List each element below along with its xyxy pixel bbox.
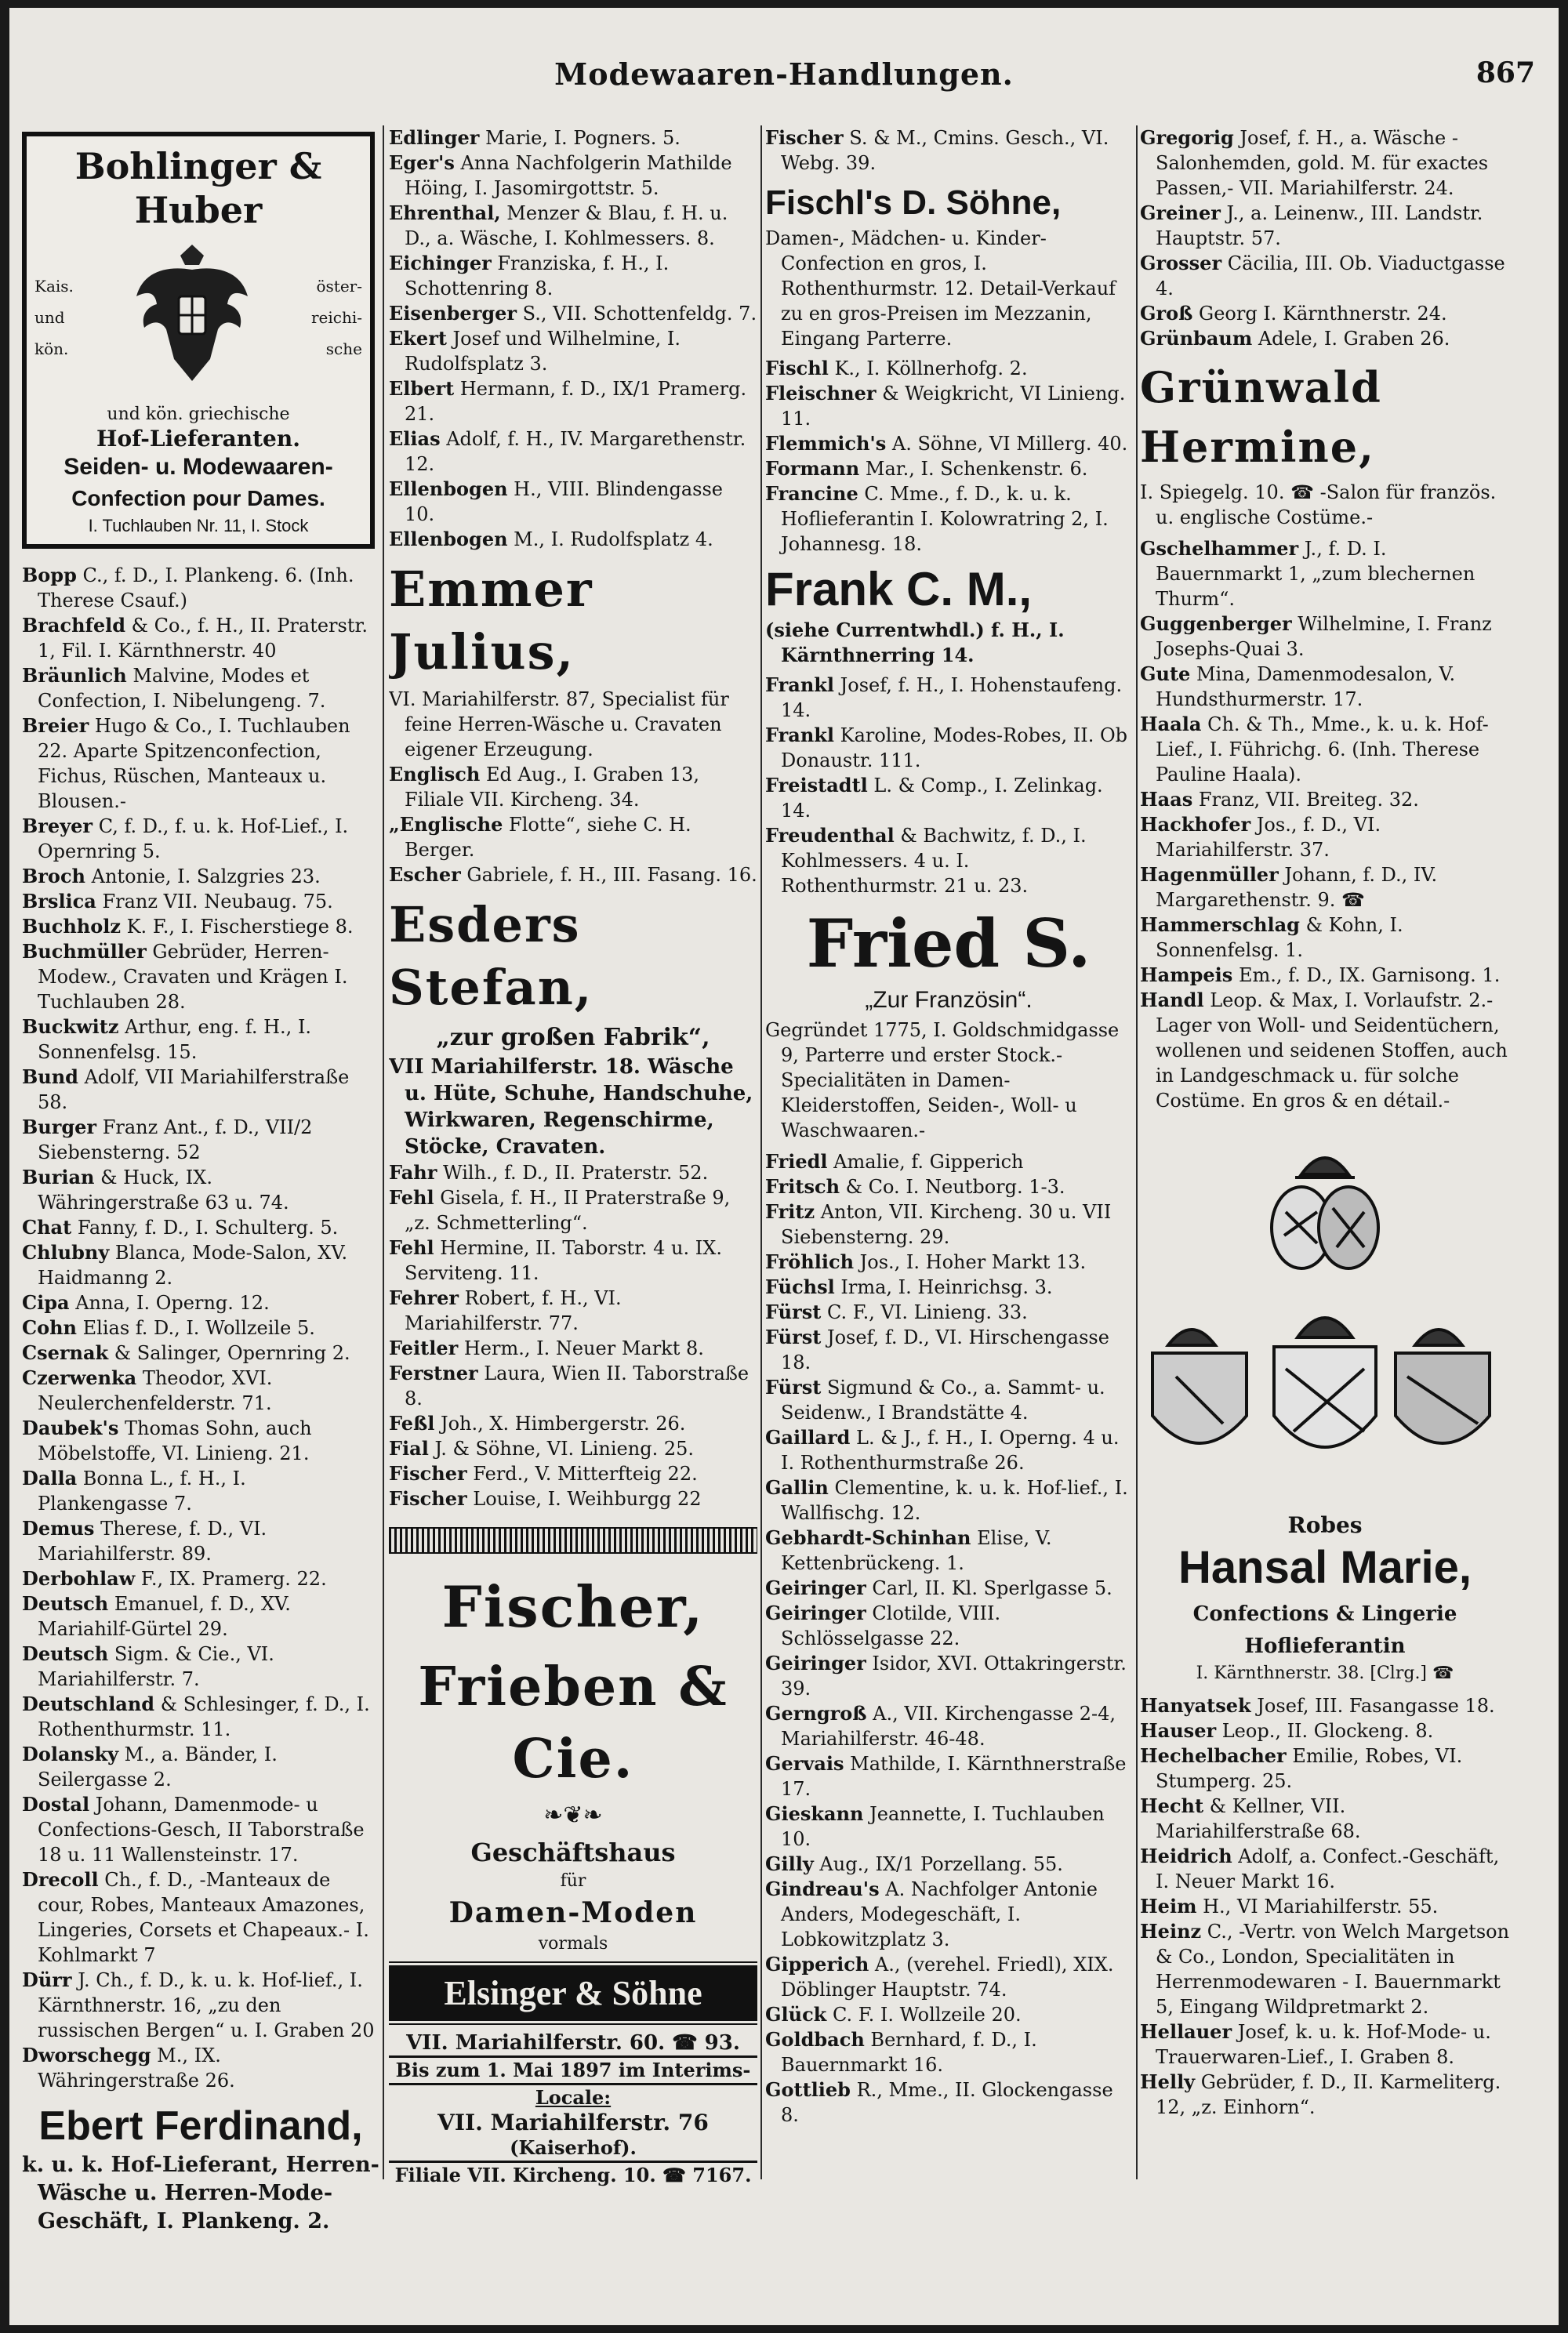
directory-entry: Edlinger Marie, I. Pogners. 5.: [389, 126, 681, 149]
directory-entry: Greiner J., a. Leinenw., III. Landstr. Hauptstr. 57.: [1140, 201, 1483, 249]
imperial-eagle-icon: [133, 241, 251, 394]
ad-bohlinger-right-1: öster-: [316, 277, 362, 296]
ad-fischer-line-7: VII. Mariahilferstr. 60. ☎ 93.: [406, 2031, 740, 2055]
directory-entry: Dalla Bonna L., f. H., I. Plankengasse 7.: [22, 1467, 246, 1515]
ad-bohlinger-line-4: Confection pour Dames.: [71, 486, 325, 510]
directory-entry: Elias Adolf, f. H., IV. Margarethenstr. 12.: [389, 427, 746, 475]
directory-entry: Gilly Aug., IX/1 Porzellang. 55.: [765, 1852, 1063, 1875]
directory-entry: Freudenthal & Bachwitz, f. D., I. Kohlmessers. 4 u. I. Rothenthurmstr. 21 u. 23.: [765, 824, 1087, 897]
ad-bohlinger-line-2: Hof-Lieferanten.: [96, 426, 300, 452]
directory-entry: Geiringer Carl, II. Kl. Sperlgasse 5.: [765, 1576, 1112, 1599]
ad-hansal-line-1: Confections & Lingerie: [1192, 1602, 1457, 1626]
directory-entry: Gervais Mathilde, I. Kärnthnerstraße 17.: [765, 1752, 1127, 1800]
ad-esders-slogan: „zur großen Fabrik“,: [436, 1024, 710, 1051]
directory-entry: Frankl Karoline, Modes-Robes, II. Ob Donaustr. 111.: [765, 724, 1128, 771]
directory-entry: Deutsch Emanuel, f. D., XV. Mariahilf-Gürtel 29.: [22, 1592, 291, 1640]
ad-gruenwald-name: Grünwald Hermine,: [1140, 362, 1382, 472]
directory-entry: Fischer Louise, I. Weihburgg 22: [389, 1487, 702, 1510]
directory-entry: Chlubny Blanca, Mode-Salon, XV. Haidmanng 2.: [22, 1241, 348, 1289]
directory-entry: Derbohlaw F., IX. Pramerg. 22.: [22, 1567, 327, 1590]
directory-entry: Glück C. F. I. Wollzeile 20.: [765, 2003, 1022, 2026]
ad-frank-name: Frank C. M.,: [765, 563, 1033, 615]
directory-entry: Bund Adolf, VII Mariahilferstraße 58.: [22, 1065, 350, 1113]
directory-entry: Haas Franz, VII. Breiteg. 32.: [1140, 788, 1419, 811]
directory-entry: Freistadtl L. & Comp., I. Zelinkag. 14.: [765, 774, 1103, 822]
column-4: [1140, 125, 1510, 2320]
entry-list: [1140, 536, 1510, 1113]
column-rule: [1136, 125, 1138, 2179]
ad-bohlinger-line-5: I. Tuchlauben Nr. 11, I. Stock: [88, 516, 309, 535]
directory-entry: Hackhofer Jos., f. D., VI. Mariahilferstr. 37.: [1140, 813, 1381, 861]
directory-entry: Bopp C., f. D., I. Plankeng. 6. (Inh. Therese Csauf.): [22, 564, 354, 611]
directory-entry: Hechelbacher Emilie, Robes, VI. Stumperg. 25.: [1140, 1744, 1463, 1792]
directory-entry: Friedl Amalie, f. Gipperich: [765, 1150, 1024, 1173]
directory-entry: Cipa Anna, I. Operng. 12.: [22, 1291, 270, 1314]
directory-entry: Feßl Joh., X. Himbergerstr. 26.: [389, 1412, 686, 1435]
entry-list: [389, 125, 757, 552]
ad-emmer-name: Emmer Julius,: [389, 561, 593, 680]
directory-entry: Grünbaum Adele, I. Graben 26.: [1140, 327, 1450, 350]
directory-entry: Dworschegg M., IX. Währingerstraße 26.: [22, 2044, 235, 2092]
ad-fischer-line-12: Filiale VII. Kircheng. 10. ☎ 7167.: [389, 2161, 757, 2188]
directory-entry: Fischer S. & M., Cmins. Gesch., VI. Webg. 39.: [765, 126, 1109, 174]
ad-ebert-name: Ebert Ferdinand,: [38, 2103, 363, 2149]
directory-entry: Feitler Herm., I. Neuer Markt 8.: [389, 1337, 704, 1359]
directory-entry: Buckwitz Arthur, eng. f. H., I. Sonnenfelsg. 15.: [22, 1015, 312, 1063]
ad-ebert: [22, 2101, 379, 2236]
directory-entry: Ehrenthal, Menzer & Blau, f. H. u. D., a. Wäsche, I. Kohlmessers. 8.: [389, 201, 728, 249]
directory-entry: Geiringer Clotilde, VIII. Schlösselgasse 22.: [765, 1602, 1001, 1649]
ad-gruenwald-desc: I. Spiegelg. 10. ☎ -Salon für französ. u. englische Costüme.-: [1140, 481, 1497, 528]
directory-entry: Grosser Cäcilia, III. Ob. Viaductgasse 4.: [1140, 252, 1505, 299]
ad-bohlinger-left-3: kön.: [34, 339, 69, 358]
ad-hansal-name: Hansal Marie,: [1178, 1542, 1472, 1593]
directory-entry: Dürr J. Ch., f. D., k. u. k. Hof-lief., I. Kärnthnerstr. 16, „zu den russischen Bergen“ u. I. Graben 20: [22, 1968, 375, 2041]
directory-entry: Fürst Josef, f. D., VI. Hirschengasse 18.: [765, 1326, 1109, 1373]
directory-entry: Fürst Sigmund & Co., a. Sammt- u. Seidenw., I Brandstätte 4.: [765, 1376, 1105, 1424]
directory-entry: Fürst C. F., VI. Linieng. 33.: [765, 1301, 1028, 1323]
ad-bohlinger-left-1: Kais.: [34, 277, 74, 296]
ad-fischer-line-8: Bis zum 1. Mai 1897 im Interims-: [389, 2055, 757, 2085]
ad-hansal-label: Robes: [1287, 1512, 1363, 1538]
column-2: [389, 125, 757, 2320]
directory-entry: Hauser Leop., II. Glockeng. 8.: [1140, 1719, 1434, 1742]
ad-fischer-line-4: für: [560, 1871, 586, 1891]
ad-fischer-line-3: Geschäftshaus: [470, 1838, 676, 1867]
directory-entry: Brslica Franz VII. Neubaug. 75.: [22, 890, 333, 913]
directory-entry: Deutschland & Schlesinger, f. D., I. Rothenthurmstr. 11.: [22, 1693, 370, 1740]
directory-entry: Demus Therese, f. D., VI. Mariahilferstr. 89.: [22, 1517, 267, 1565]
directory-entry: Gieskann Jeannette, I. Tuchlauben 10.: [765, 1802, 1105, 1850]
directory-entry: Formann Mar., I. Schenkenstr. 6.: [765, 457, 1088, 480]
ad-hansal: [1140, 1513, 1510, 1685]
directory-entry: Fritz Anton, VII. Kircheng. 30 u. VII Siebensterng. 29.: [765, 1200, 1112, 1248]
directory-entry: Hecht & Kellner, VII. Mariahilferstraße 68.: [1140, 1794, 1361, 1842]
directory-entry: Daubek's Thomas Sohn, auch Möbelstoffe, VI. Linieng. 21.: [22, 1417, 312, 1464]
directory-entry: Cohn Elias f. D., I. Wollzeile 5.: [22, 1316, 315, 1339]
ad-fischl: [765, 180, 1132, 351]
ad-fischer-line-2: Frieben & Cie.: [418, 1656, 728, 1791]
directory-entry: Geiringer Isidor, XVI. Ottakringerstr. 39.: [765, 1652, 1127, 1700]
directory-entry: „Englische Flotte“, siehe C. H. Berger.: [389, 813, 691, 861]
page-number: 867: [1475, 56, 1535, 89]
ad-hansal-line-2: Hoflieferantin: [1244, 1635, 1406, 1658]
directory-entry: Burian & Huck, IX. Währingerstraße 63 u. 74.: [22, 1166, 289, 1214]
royal-coats-of-arms-icon: [1140, 1298, 1510, 1482]
ad-fischer-line-1: Fischer,: [441, 1573, 705, 1640]
entry-list: [765, 1149, 1132, 2128]
running-title: Modewaaren-Handlungen.: [554, 56, 1014, 92]
entry-list: [1140, 1693, 1510, 2120]
directory-entry: Gerngroß A., VII. Kirchengasse 2-4, Mariahilferstr. 46-48.: [765, 1702, 1116, 1750]
directory-entry: Hampeis Em., f. D., IX. Garnisong. 1.: [1140, 963, 1501, 986]
entry-list: [1140, 125, 1510, 351]
directory-page: [9, 8, 1559, 2325]
directory-entry: Handl Leop. & Max, I. Vorlaufstr. 2.-Lager von Woll- und Seidentüchern, wollenen und seidenen Stoffen, auch in Landgeschmack u. für solche Costüme. En gros & en détail.-: [1140, 989, 1508, 1112]
directory-entry: Dolansky M., a. Bänder, I. Seilergasse 2.: [22, 1743, 278, 1791]
directory-entry: Gute Mina, Damenmodesalon, V. Hundsthurmerstr. 17.: [1140, 662, 1456, 710]
directory-entry: Elbert Hermann, f. D., IX/1 Pramerg. 21.: [389, 377, 747, 425]
ad-fried-name: Fried S.: [806, 905, 1091, 982]
directory-entry: Broch Antonie, I. Salzgries 23.: [22, 865, 321, 887]
decorative-rule: [389, 1527, 757, 1554]
ad-fischer-line-11: (Kaiserhof).: [510, 2136, 637, 2159]
entry-list: [765, 673, 1132, 898]
entry-list: [765, 356, 1132, 557]
directory-entry: Fischer Ferd., V. Mitterfteig 22.: [389, 1462, 698, 1485]
directory-entry: Fehl Gisela, f. H., II Praterstraße 9, „z. Schmetterling“.: [389, 1186, 731, 1234]
ad-fried: [765, 905, 1132, 1143]
directory-entry: Heinz C., -Vertr. von Welch Margetson & Co., London, Specialitäten in Herrenmodewaren - I. Bauernmarkt 5, Eingang Wildpretmarkt 2.: [1140, 1920, 1510, 2018]
directory-entry: Fröhlich Jos., I. Hoher Markt 13.: [765, 1250, 1087, 1273]
ad-emmer-desc: VI. Mariahilferstr. 87, Specialist für feine Herren-Wäsche u. Cravaten eigener Erzeugung.: [389, 688, 729, 760]
directory-entry: Guggenberger Wilhelmine, I. Franz Josephs-Quai 3.: [1140, 612, 1492, 660]
ornament-icon: ❧❦❧: [543, 1801, 603, 1829]
ad-bohlinger-name: Bohlinger & Huber: [74, 145, 322, 231]
directory-entry: Dostal Johann, Damenmode- u Confections-Gesch, II Taborstraße 18 u. 11 Wallensteinstr. 17.: [22, 1793, 365, 1866]
column-rule: [760, 125, 762, 2179]
ad-fried-slogan: „Zur Französin“.: [865, 987, 1033, 1013]
ad-bohlinger-right-2: reichi-: [310, 308, 362, 327]
directory-entry: Escher Gabriele, f. H., III. Fasang. 16.: [389, 863, 757, 886]
column-3: [765, 125, 1132, 2320]
ad-bohlinger-huber: [22, 132, 375, 549]
directory-entry: Chat Fanny, f. D., I. Schulterg. 5.: [22, 1216, 339, 1239]
directory-entry: Fleischner & Weigkricht, VI Linieng. 11.: [765, 382, 1126, 430]
directory-entry: Hammerschlag & Kohn, I. Sonnenfelsg. 1.: [1140, 913, 1403, 961]
directory-entry: Fehrer Robert, f. H., VI. Mariahilferstr. 77.: [389, 1286, 622, 1334]
directory-entry: Gregorig Josef, f. H., a. Wäsche -Salonhemden, gold. M. für exactes Passen,- VII. Mariahilferstr. 24.: [1140, 126, 1489, 199]
directory-entry: Ferstner Laura, Wien II. Taborstraße 8.: [389, 1362, 750, 1410]
directory-entry: Deutsch Sigm. & Cie., VI. Mariahilferstr. 7.: [22, 1642, 274, 1690]
directory-entry: Gottlieb R., Mme., II. Glockengasse 8.: [765, 2078, 1113, 2126]
directory-entry: Brachfeld & Co., f. H., II. Praterstr. 1, Fil. I. Kärnthnerstr. 40: [22, 614, 368, 662]
ad-fried-desc: Gegründet 1775, I. Goldschmidgasse 9, Parterre und erster Stock.-Specialitäten in Damen-Kleiderstoffen, Seiden-, Woll- u Waschwaaren.-: [765, 1019, 1120, 1141]
ad-fischl-desc: Damen-, Mädchen- u. Kinder-Confection en gros, I. Rothenthurmstr. 12. Detail-Verkauf zu en gros-Preisen im Mezzanin, Eingang Parterre.: [765, 227, 1116, 350]
ad-esders: [389, 894, 757, 1160]
directory-entry: Buchmüller Gebrüder, Herren-Modew., Cravaten und Krägen I. Tuchlauben 28.: [22, 940, 348, 1013]
ad-bohlinger-left-2: und: [34, 308, 65, 327]
directory-entry: Eichinger Franziska, f. H., I. Schottenring 8.: [389, 252, 670, 299]
directory-entry: Flemmich's A. Söhne, VI Millerg. 40.: [765, 432, 1128, 455]
column-1: [22, 125, 379, 2320]
entry-list: [389, 762, 757, 887]
directory-entry: Heim H., VI Mariahilferstr. 55.: [1140, 1895, 1439, 1918]
ad-fischer-band: Elsinger & Söhne: [389, 1965, 757, 2021]
directory-entry: Heidrich Adolf, a. Confect.-Geschäft, I. Neuer Markt 16.: [1140, 1845, 1500, 1892]
directory-entry: Fehl Hermine, II. Taborstr. 4 u. IX. Serviteng. 11.: [389, 1236, 722, 1284]
ad-hansal-line-3: I. Kärnthnerstr. 38. [Clrg.] ☎: [1196, 1664, 1454, 1683]
ad-fischer-line-9: Locale:: [535, 2086, 612, 2109]
ad-bohlinger-line-3: Seiden- u. Modewaaren-: [64, 454, 333, 480]
directory-entry: Eisenberger S., VII. Schottenfeldg. 7.: [389, 302, 757, 325]
directory-entry: Breier Hugo & Co., I. Tuchlauben 22. Aparte Spitzenconfection, Fichus, Rüschen, Manteaux u. Blousen.-: [22, 714, 350, 812]
directory-entry: Fischl K., I. Köllnerhofg. 2.: [765, 357, 1028, 379]
directory-entry: Gallin Clementine, k. u. k. Hof-lief., I. Wallfischg. 12.: [765, 1476, 1128, 1524]
directory-entry: Buchholz K. F., I. Fischerstiege 8.: [22, 915, 354, 938]
directory-entry: Gschelhammer J., f. D. I. Bauernmarkt 1, „zum blechernen Thurm“.: [1140, 537, 1475, 610]
directory-entry: Goldbach Bernhard, f. D., I. Bauernmarkt 16.: [765, 2028, 1037, 2076]
ad-fischl-name: Fischl's D. Söhne,: [765, 183, 1062, 222]
directory-entry: Csernak & Salinger, Opernring 2.: [22, 1341, 350, 1364]
column-rule: [383, 125, 384, 2179]
crowned-shields-icon: [1140, 1134, 1510, 1286]
entry-list: [22, 563, 379, 2093]
directory-entry: Gaillard L. & J., f. H., I. Operng. 4 u. I. Rothenthurmstraße 26.: [765, 1426, 1120, 1474]
directory-entry: Ellenbogen M., I. Rudolfsplatz 4.: [389, 528, 713, 550]
directory-entry: Fritsch & Co. I. Neutborg. 1-3.: [765, 1175, 1065, 1198]
directory-entry: Bräunlich Malvine, Modes et Confection, I. Nibelungeng. 7.: [22, 664, 326, 712]
ad-bohlinger-right-3: sche: [325, 339, 362, 358]
ad-bohlinger-line-1: und kön. griechische: [107, 405, 290, 424]
directory-entry: Francine C. Mme., f. D., k. u. k. Hoflieferantin I. Kolowratring 2, I. Johannesg. 18.: [765, 482, 1109, 555]
directory-entry: Englisch Ed Aug., I. Graben 13, Filiale VII. Kircheng. 34.: [389, 763, 700, 811]
entry-list: [765, 125, 1132, 176]
ad-fischer-line-6: vormals: [538, 1934, 608, 1954]
directory-entry: Gebhardt-Schinhan Elise, V. Kettenbrückeng. 1.: [765, 1526, 1052, 1574]
ad-esders-name: Esders Stefan,: [389, 896, 593, 1016]
directory-entry: Gindreau's A. Nachfolger Antonie Anders, Modegeschäft, I. Lobkowitzplatz 3.: [765, 1878, 1098, 1950]
directory-entry: Gipperich A., (verehel. Friedl), XIX. Döblinger Hauptstr. 74.: [765, 1953, 1114, 2001]
ad-fischer-line-10: VII. Mariahilferstr. 76: [437, 2110, 709, 2135]
directory-entry: Hanyatsek Josef, III. Fasangasse 18.: [1140, 1694, 1495, 1717]
directory-entry: Helly Gebrüder, f. D., II. Karmeliterg. 12, „z. Einhorn“.: [1140, 2070, 1501, 2118]
directory-entry: Hellauer Josef, k. u. k. Hof-Mode- u. Trauerwaren-Lief., I. Graben 8.: [1140, 2020, 1491, 2068]
directory-entry: Burger Franz Ant., f. D., VII/2 Siebensterng. 52: [22, 1116, 313, 1163]
directory-entry: Fahr Wilh., f. D., II. Praterstr. 52.: [389, 1161, 709, 1184]
ad-frank-desc: (siehe Currentwhdl.) f. H., I. Kärnthnerring 14.: [765, 619, 1065, 666]
entry-list: [389, 1160, 757, 1511]
directory-entry: Groß Georg I. Kärnthnerstr. 24.: [1140, 302, 1447, 325]
ad-frank: [765, 561, 1132, 668]
directory-entry: Eger's Anna Nachfolgerin Mathilde Höing, I. Jasomirgottstr. 5.: [389, 151, 732, 199]
directory-entry: Ekert Josef und Wilhelmine, I. Rudolfsplatz 3.: [389, 327, 681, 375]
directory-entry: Drecoll Ch., f. D., -Manteaux de cour, Robes, Manteaux Amazones, Lingeries, Corsets et Chapeaux.- I. Kohlmarkt 7: [22, 1868, 369, 1966]
ad-emmer: [389, 558, 757, 762]
directory-entry: Czerwenka Theodor, XVI. Neulerchenfelderstr. 71.: [22, 1366, 273, 1414]
directory-entry: Ellenbogen H., VIII. Blindengasse 10.: [389, 477, 723, 525]
ad-fischer-line-5: Damen-Moden: [448, 1896, 698, 1929]
directory-entry: Frankl Josef, f. H., I. Hohenstaufeng. 14.: [765, 673, 1123, 721]
ad-esders-desc: VII Mariahilferstr. 18. Wäsche u. Hüte, Schuhe, Handschuhe, Wirkwaren, Regenschirme, Stöcke, Cravaten.: [389, 1055, 753, 1159]
page-header: [9, 56, 1559, 96]
directory-entry: Füchsl Irma, I. Heinrichsg. 3.: [765, 1275, 1053, 1298]
directory-entry: Haala Ch. & Th., Mme., k. u. k. Hof-Lief., I. Führichg. 6. (Inh. Therese Pauline Haala).: [1140, 713, 1489, 786]
directory-entry: Hagenmüller Johann, f. D., IV. Margarethenstr. 9. ☎: [1140, 863, 1438, 911]
ad-fischer-frieben: [389, 1569, 757, 2188]
ad-ebert-desc: k. u. k. Hof-Lieferant, Herren-Wäsche u. Herren-Mode-Geschäft, I. Plankeng. 2.: [22, 2153, 379, 2233]
directory-entry: Fial J. & Söhne, VI. Linieng. 25.: [389, 1437, 694, 1460]
directory-entry: Breyer C, f. D., f. u. k. Hof-Lief., I. Opernring 5.: [22, 815, 349, 862]
ad-gruenwald: [1140, 357, 1510, 530]
